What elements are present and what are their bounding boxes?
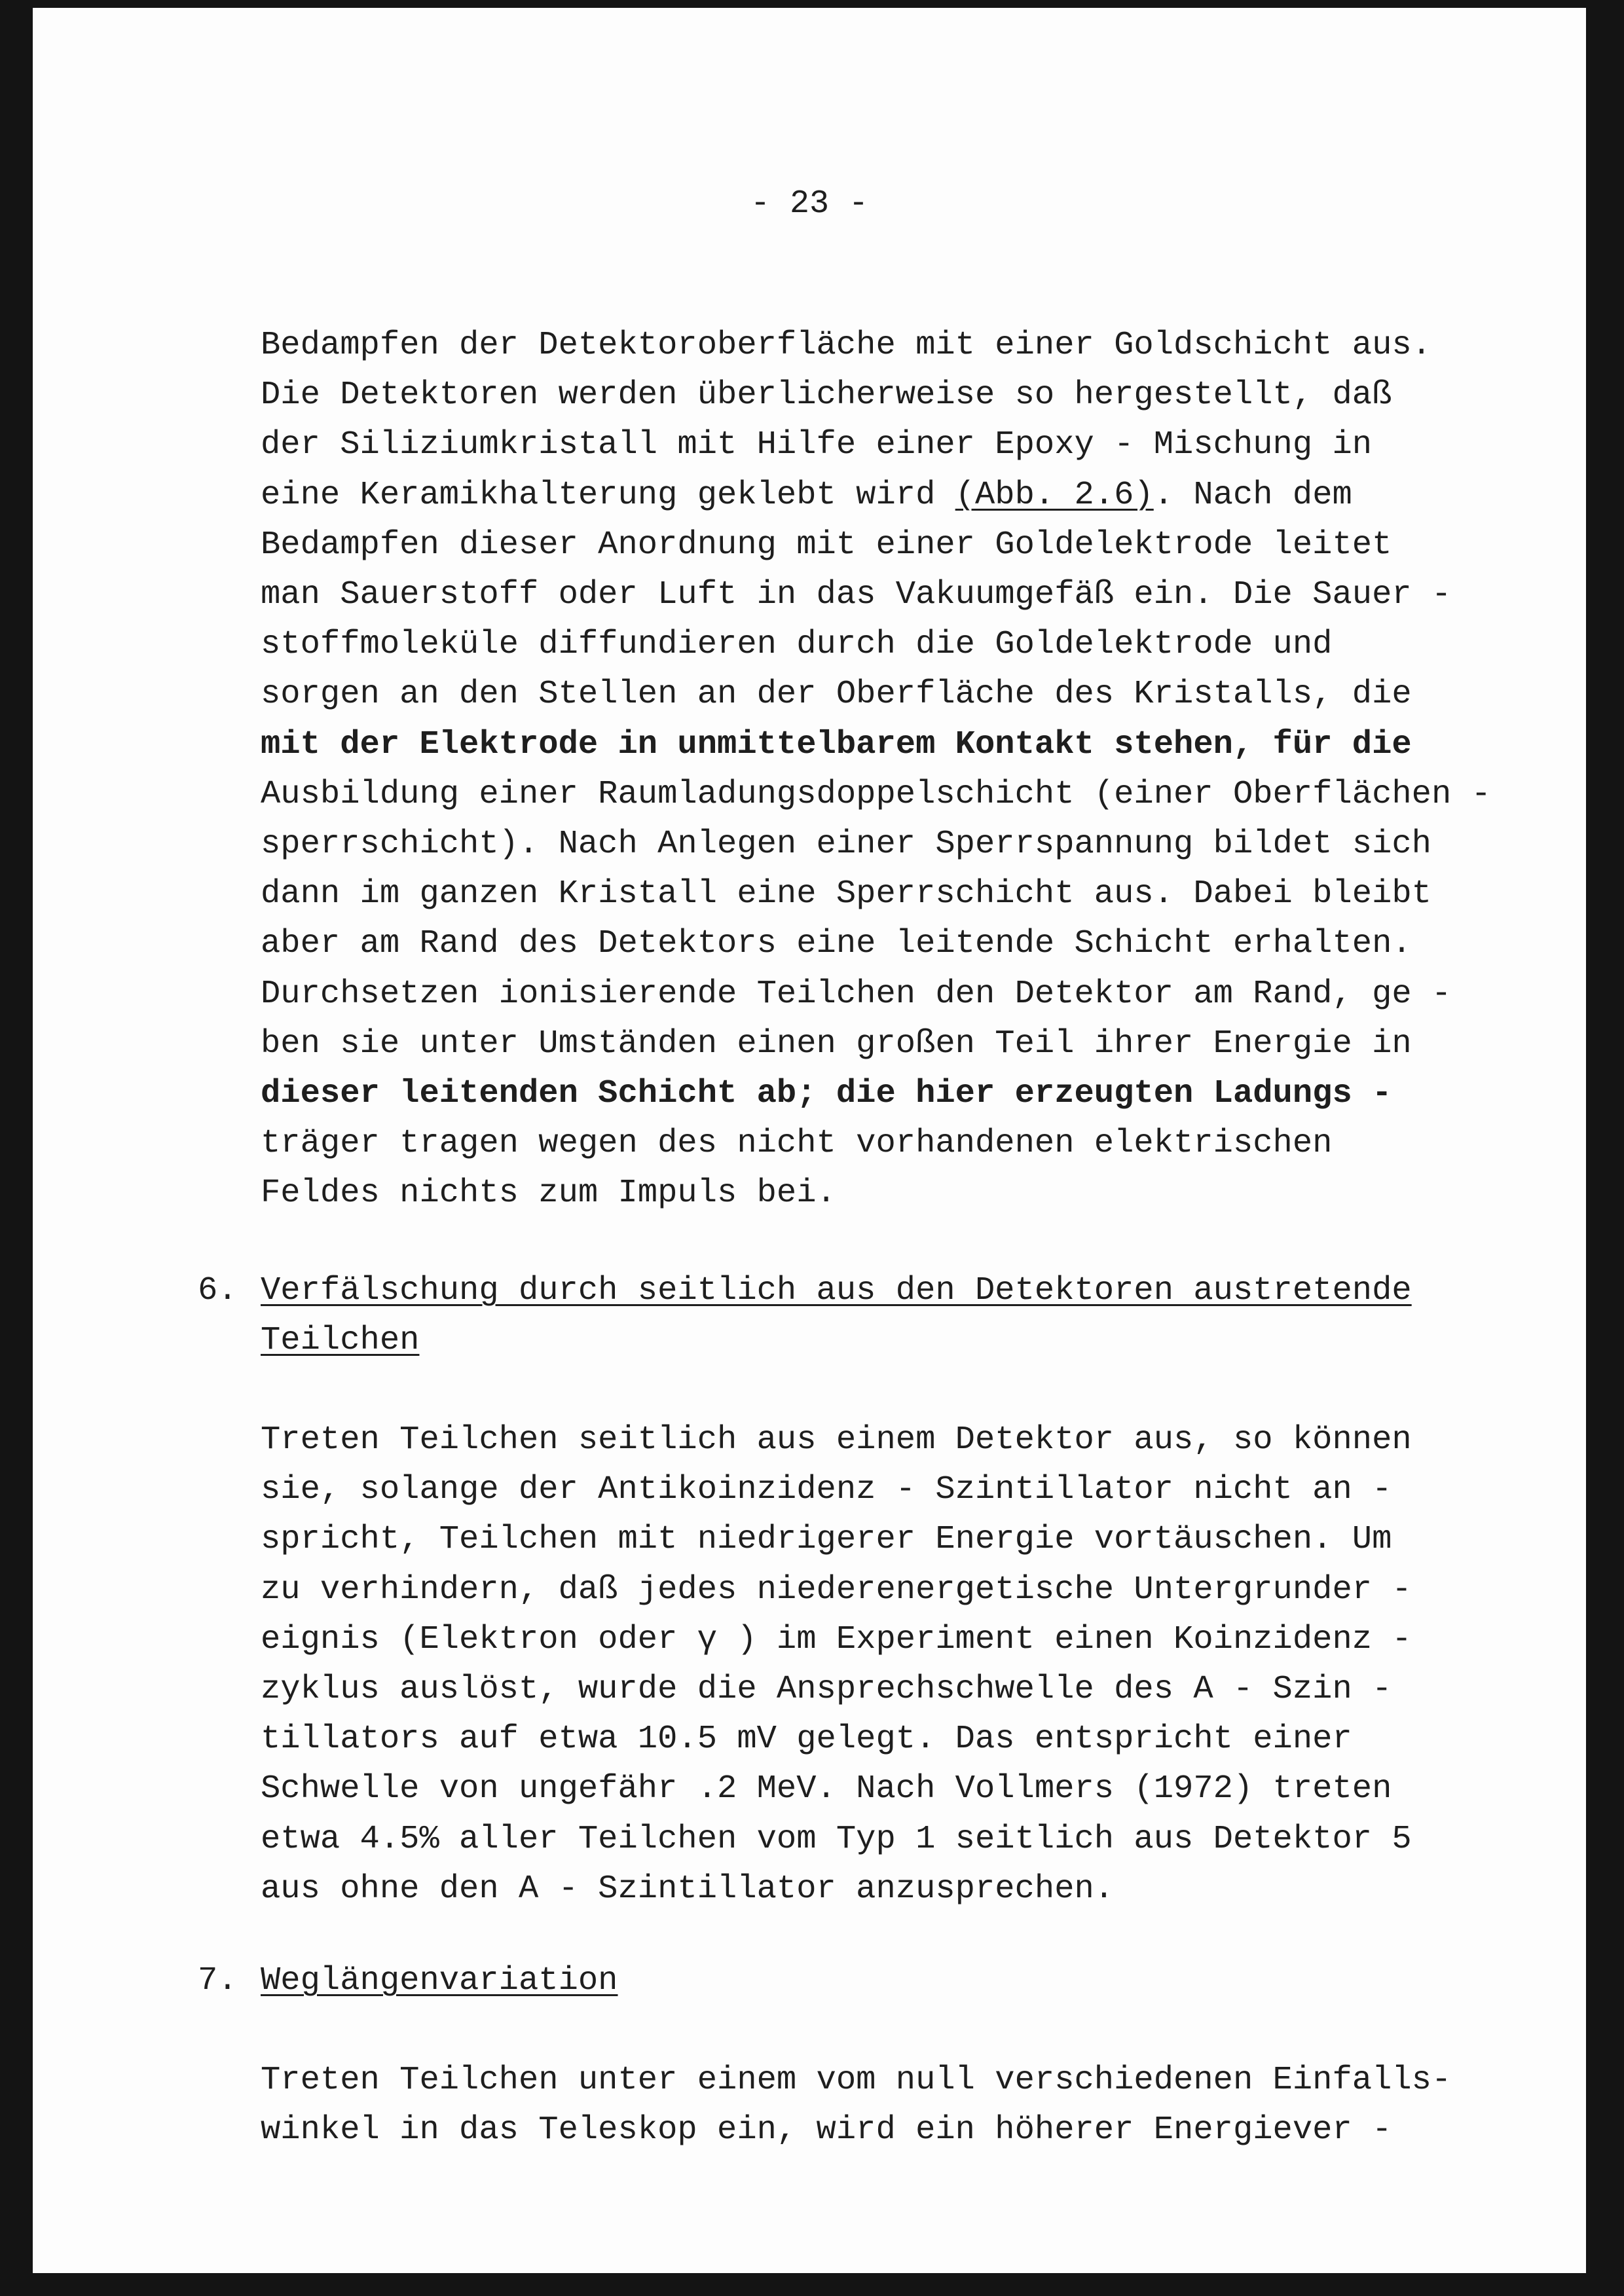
text-line: Durchsetzen ionisierende Teilchen den Detektor am Rand, ge -	[261, 975, 1452, 1013]
text-line: tillators auf etwa 10.5 mV gelegt. Das entspricht einer	[261, 1721, 1352, 1758]
section-title-line: Verfälschung durch seitlich aus den Detektoren austretende	[261, 1272, 1412, 1309]
text-line: Ausbildung einer Raumladungsdoppelschicht (einer Oberflächen -	[261, 775, 1491, 813]
text-line: sorgen an den Stellen an der Oberfläche des Kristalls, die	[261, 676, 1412, 714]
document-page	[33, 8, 1586, 2273]
text-line: sperrschicht). Nach Anlegen einer Sperrspannung bildet sich	[261, 826, 1431, 864]
paragraph-detector-fabrication	[261, 321, 1577, 1219]
section-title	[261, 1266, 1412, 1366]
text-line: sie, solange der Antikoinzidenz - Szintillator nicht an -	[261, 1471, 1392, 1509]
section-number: 7.	[198, 1962, 238, 1999]
text-line	[261, 471, 1577, 520]
text-line: Bedampfen dieser Anordnung mit einer Goldelektrode leitet	[261, 526, 1392, 564]
text-line: mit der Elektrode in unmittelbarem Kontakt stehen, für die	[261, 725, 1412, 763]
section-title-line: Weglängenvariation	[261, 1962, 618, 1999]
text-line: Feldes nichts zum Impuls bei.	[261, 1175, 836, 1212]
text-line: zu verhindern, daß jedes niederenergetische Untergrunder -	[261, 1571, 1412, 1609]
text-line: spricht, Teilchen mit niedrigerer Energie vortäuschen. Um	[261, 1521, 1392, 1559]
text-line: aus ohne den A - Szintillator anzusprechen.	[261, 1870, 1115, 1908]
section-title-line: Teilchen	[261, 1322, 420, 1360]
text-line: Treten Teilchen seitlich aus einem Detektor aus, so können	[261, 1421, 1412, 1459]
text-line: man Sauerstoff oder Luft in das Vakuumgefäß ein. Die Sauer -	[261, 576, 1452, 614]
text-line: der Siliziumkristall mit Hilfe einer Epoxy - Mischung in	[261, 426, 1373, 464]
text-line: winkel in das Teleskop ein, wird ein höherer Energiever -	[261, 2111, 1392, 2149]
text-line: Treten Teilchen unter einem vom null verschiedenen Einfalls-	[261, 2062, 1452, 2099]
text-fragment: . Nach dem	[1153, 476, 1352, 514]
section-title	[261, 1956, 618, 2006]
text-line: aber am Rand des Detektors eine leitende Schicht erhalten.	[261, 925, 1412, 963]
text-line: dieser leitenden Schicht ab; die hier erzeugten Ladungs -	[261, 1075, 1392, 1113]
text-line: Bedampfen der Detektoroberfläche mit einer Goldschicht aus.	[261, 327, 1431, 364]
text-line: eignis (Elektron oder γ ) im Experiment einen Koinzidenz -	[261, 1620, 1412, 1658]
figure-reference: (Abb. 2.6)	[955, 476, 1154, 514]
section-number: 6.	[198, 1272, 238, 1309]
page-number: - 23 -	[750, 185, 869, 223]
paragraph-path-length	[261, 2056, 1577, 2155]
text-fragment: eine Keramikhalterung geklebt wird	[261, 476, 955, 514]
text-line: ben sie unter Umständen einen großen Teil ihrer Energie in	[261, 1025, 1412, 1063]
text-line: Die Detektoren werden überlicherweise so hergestellt, daß	[261, 376, 1392, 414]
text-line: dann im ganzen Kristall eine Sperrschicht aus. Dabei bleibt	[261, 875, 1431, 913]
text-line: Schwelle von ungefähr .2 MeV. Nach Vollmers (1972) treten	[261, 1770, 1392, 1808]
text-line: zyklus auslöst, wurde die Ansprechschwelle des A - Szin -	[261, 1671, 1392, 1709]
text-line: etwa 4.5% aller Teilchen vom Typ 1 seitlich aus Detektor 5	[261, 1820, 1412, 1858]
paragraph-lateral-particles	[261, 1415, 1577, 1914]
text-line: träger tragen wegen des nicht vorhandenen elektrischen	[261, 1125, 1333, 1163]
text-line: stoffmoleküle diffundieren durch die Goldelektrode und	[261, 626, 1333, 664]
